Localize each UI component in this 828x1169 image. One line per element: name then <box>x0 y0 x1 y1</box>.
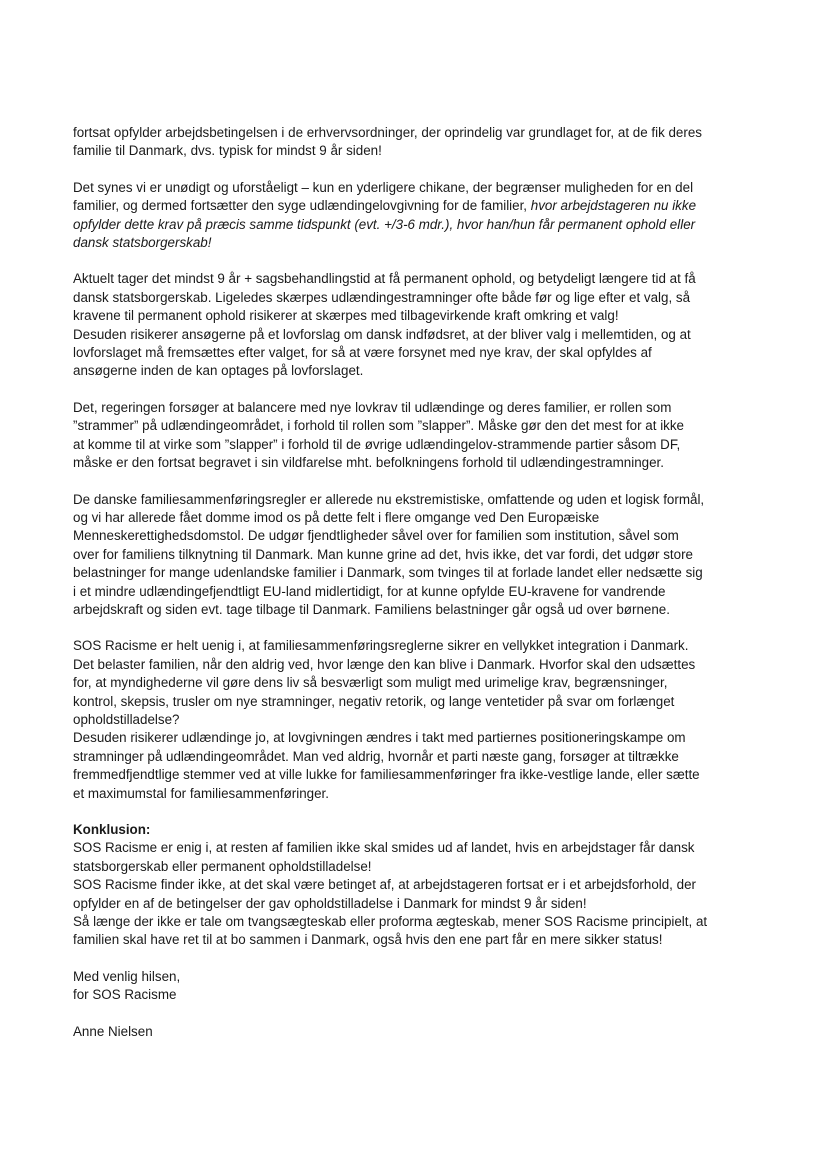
text-segment: familier, og dermed fortsætter den syge udlændingelovgivning for de familier, <box>73 198 531 214</box>
paragraph-2 <box>73 179 753 253</box>
text-line-mixed <box>73 197 753 215</box>
text-line: De danske familiesammenføringsregler er allerede nu ekstremistiske, omfattende og uden et logisk formål, <box>73 491 705 507</box>
closing-line: for SOS Racisme <box>73 987 177 1003</box>
text-line: måske er den fortsat begravet i sin vildfarelse mht. befolkningens forhold til udlændingestramninger. <box>73 455 664 471</box>
text-line: arbejdskraft og siden evt. tage tilbage til Danmark. Familiens belastninger går også ud over børnene. <box>73 601 670 617</box>
text-line: i et mindre udlændingefjendtligt EU-land midlertidigt, for at kunne opfylde EU-kravene for vandrende <box>73 583 666 599</box>
conclusion-section <box>73 821 753 950</box>
text-line: over for familiens tilknytning til Danmark. Man kunne grine ad det, hvis ikke, det var fordi, det udgør store <box>73 546 693 562</box>
text-line: Det belaster familien, når den aldrig ved, hvor længe den kan blive i Danmark. Hvorfor skal den udsættes <box>73 656 696 672</box>
conclusion-heading: Konklusion: <box>73 822 151 837</box>
text-line: familie til Danmark, dvs. typisk for mindst 9 år siden! <box>73 143 382 159</box>
text-line: Det, regeringen forsøger at balancere med nye lovkrav til udlændinge og deres familier, er rollen som <box>73 399 672 415</box>
text-line: og vi har allerede fået domme imod os på dette felt i flere omgange ved Den Europæiske <box>73 509 600 525</box>
text-line: SOS Racisme er helt uenig i, at familiesammenføringsreglerne sikrer en vellykket integration i Danmark. <box>73 638 689 654</box>
letter-body <box>73 124 753 1059</box>
signature <box>73 1023 753 1041</box>
text-line: Desuden risikerer udlændinge jo, at lovgivningen ændres i takt med partiernes positioneringskampe om <box>73 730 686 746</box>
paragraph-3 <box>73 270 753 380</box>
text-line: Menneskerettighedsdomstol. De udgør fjendtligheder såvel over for familien som institution, såvel som <box>73 528 679 544</box>
text-line: for, at myndighederne vil gøre dens liv så besværligt som muligt med urimelige krav, begrænsninger, <box>73 675 668 691</box>
text-line: Desuden risikerer ansøgerne på et lovforslag om dansk indfødsret, at der bliver valg i mellemtiden, og at <box>73 326 691 342</box>
text-line: Så længe der ikke er tale om tvangsægteskab eller proforma ægteskab, mener SOS Racisme principielt, at <box>73 914 708 930</box>
text-line: opfylder en af de betingelser der gav opholdstilladelse i Danmark for mindst 9 år siden! <box>73 895 587 911</box>
text-line: Det synes vi er unødigt og uforståeligt – kun en yderligere chikane, der begrænser muligheden for en del <box>73 179 694 195</box>
text-line: kravene til permanent ophold risikerer at skærpes med tilbagevirkende kraft omkring et valg! <box>73 308 619 324</box>
closing-line: Med venlig hilsen, <box>73 968 181 984</box>
text-line: opholdstilladelse? <box>73 711 180 727</box>
text-line: Aktuelt tager det mindst 9 år + sagsbehandlingstid at få permanent ophold, og betydeligt længere tid at få <box>73 271 696 287</box>
paragraph-5 <box>73 491 753 620</box>
text-line: lovforslaget må fremsættes efter valget, for så at være forsynet med nye krav, der skal opfyldes af <box>73 345 652 361</box>
text-line: et maximumstal for familiesammenføringer. <box>73 785 329 801</box>
closing <box>73 968 753 1005</box>
paragraph-1 <box>73 124 753 161</box>
text-line: fortsat opfylder arbejdsbetingelsen i de erhvervsordninger, der oprindelig var grundlaget for, at de fik deres <box>73 125 702 140</box>
text-line: at komme til at virke som ”slapper” i forhold til de øvrige udlændingelov-strammende partier såsom DF, <box>73 436 681 452</box>
text-line: statsborgerskab eller permanent opholdstilladelse! <box>73 858 372 874</box>
emphasis-line: dansk statsborgerskab! <box>73 235 212 251</box>
paragraph-6 <box>73 637 753 803</box>
text-line: stramninger på udlændingeområdet. Man ved aldrig, hvornår et parti næste gang, forsøger at tiltrække <box>73 748 679 764</box>
text-line: ansøgerne inden de kan optages på lovforslaget. <box>73 363 364 379</box>
text-line: familien skal have ret til at bo sammen i Danmark, også hvis den ene part får en mere sikker status! <box>73 932 663 948</box>
emphasis-text: hvor arbejdstageren nu ikke <box>530 198 697 214</box>
signature-name: Anne Nielsen <box>73 1023 153 1039</box>
text-line: dansk statsborgerskab. Ligeledes skærpes udlændingestramninger ofte både før og lige efter et valg, så <box>73 289 691 305</box>
text-line: belastninger for mange udenlandske familier i Danmark, som tvinges til at forlade landet eller nedsætte sig <box>73 565 703 581</box>
text-line: ”strammer” på udlændingeområdet, i forhold til rollen som ”slapper”. Måske gør den det mest for at ikke <box>73 418 685 434</box>
paragraph-4 <box>73 399 753 473</box>
text-line: fremmedfjendtlige stemmer ved at ville lukke for familiesammenføringer fra ikke-vestlige lande, eller sætte <box>73 767 700 783</box>
text-line: SOS Racisme finder ikke, at det skal være betinget af, at arbejdstageren fortsat er i et arbejdsforhold, der <box>73 877 696 893</box>
text-line: SOS Racisme er enig i, at resten af familien ikke skal smides ud af landet, hvis en arbejdstager får dansk <box>73 840 695 856</box>
emphasis-line: opfylder dette krav på præcis samme tidspunkt (evt. +/3-6 mdr.), hvor han/hun får permanent ophold eller <box>73 216 696 232</box>
text-line: kontrol, skepsis, trusler om nye stramninger, negativ retorik, og lange ventetider på svar om forlænget <box>73 693 675 709</box>
